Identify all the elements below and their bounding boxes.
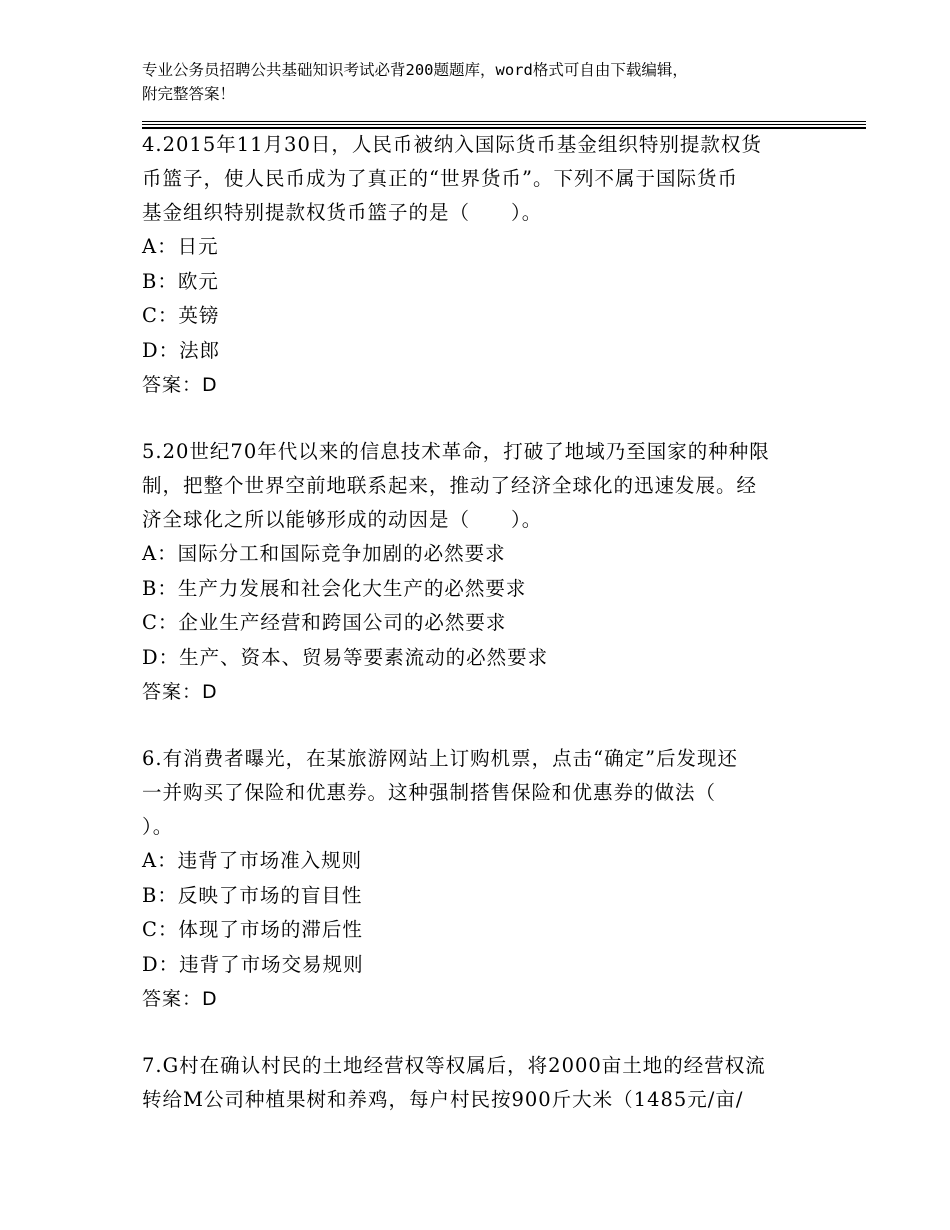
option-a: A：日元 xyxy=(142,235,219,258)
question-5 xyxy=(142,435,822,709)
header-line-2: 附完整答案！ xyxy=(142,85,236,103)
option-b: B：欧元 xyxy=(142,269,219,293)
option-c: C：英镑 xyxy=(142,304,220,327)
answer-label: 答案：D xyxy=(142,681,218,703)
option-d: D：生产、资本、贸易等要素流动的必然要求 xyxy=(142,645,549,669)
option-c: C：体现了市场的滞后性 xyxy=(142,918,363,941)
question-stem-line: 5.20世纪70年代以来的信息技术革命，打破了地域乃至国家的种种限 xyxy=(142,440,770,463)
header-divider-line xyxy=(142,124,866,125)
option-b: B：反映了市场的盲目性 xyxy=(142,883,363,907)
option-a: A：违背了市场准入规则 xyxy=(142,849,363,872)
question-stem-line: 4.2015年11月30日，人民币被纳入国际货币基金组织特别提款权货 xyxy=(142,133,762,156)
answer-label: 答案：D xyxy=(142,988,218,1010)
question-stem-line: 济全球化之所以能够形成的动因是（ ）。 xyxy=(142,508,543,531)
question-stem-line: 转给M公司种植果树和养鸡，每户村民按900斤大米（1485元/亩/ xyxy=(142,1088,744,1111)
header-line-1: 专业公务员招聘公共基础知识考试必背200题题库，word格式可自由下载编辑， xyxy=(142,61,688,79)
question-stem-line: 7.G村在确认村民的土地经营权等权属后，将2000亩土地的经营权流 xyxy=(142,1054,766,1077)
option-c: C：企业生产经营和跨国公司的必然要求 xyxy=(142,611,507,634)
option-d: D：违背了市场交易规则 xyxy=(142,952,364,976)
option-a: A：国际分工和国际竞争加剧的必然要求 xyxy=(142,542,506,565)
document-header xyxy=(142,58,822,106)
option-b: B：生产力发展和社会化大生产的必然要求 xyxy=(142,576,527,600)
question-stem-line: 制，把整个世界空前地联系起来，推动了经济全球化的迅速发展。经 xyxy=(142,474,758,497)
answer-label: 答案：D xyxy=(142,374,218,396)
question-stem-line: 6.有消费者曝光，在某旅游网站上订购机票，点击“确定”后发现还 xyxy=(142,747,739,770)
question-stem-line: 基金组织特别提款权货币篮子的是（ ）。 xyxy=(142,201,543,224)
option-d: D：法郎 xyxy=(142,338,221,362)
question-7 xyxy=(142,1049,822,1117)
header-divider-line xyxy=(142,121,866,122)
question-stem-line: 币篮子，使人民币成为了真正的“世界货币”。下列不属于国际货币 xyxy=(142,167,738,190)
question-6 xyxy=(142,742,822,1016)
question-stem-line: 一并购买了保险和优惠券。这种强制搭售保险和优惠券的做法（ xyxy=(142,781,717,804)
question-4 xyxy=(142,128,822,402)
question-stem-line: ）。 xyxy=(142,815,174,838)
